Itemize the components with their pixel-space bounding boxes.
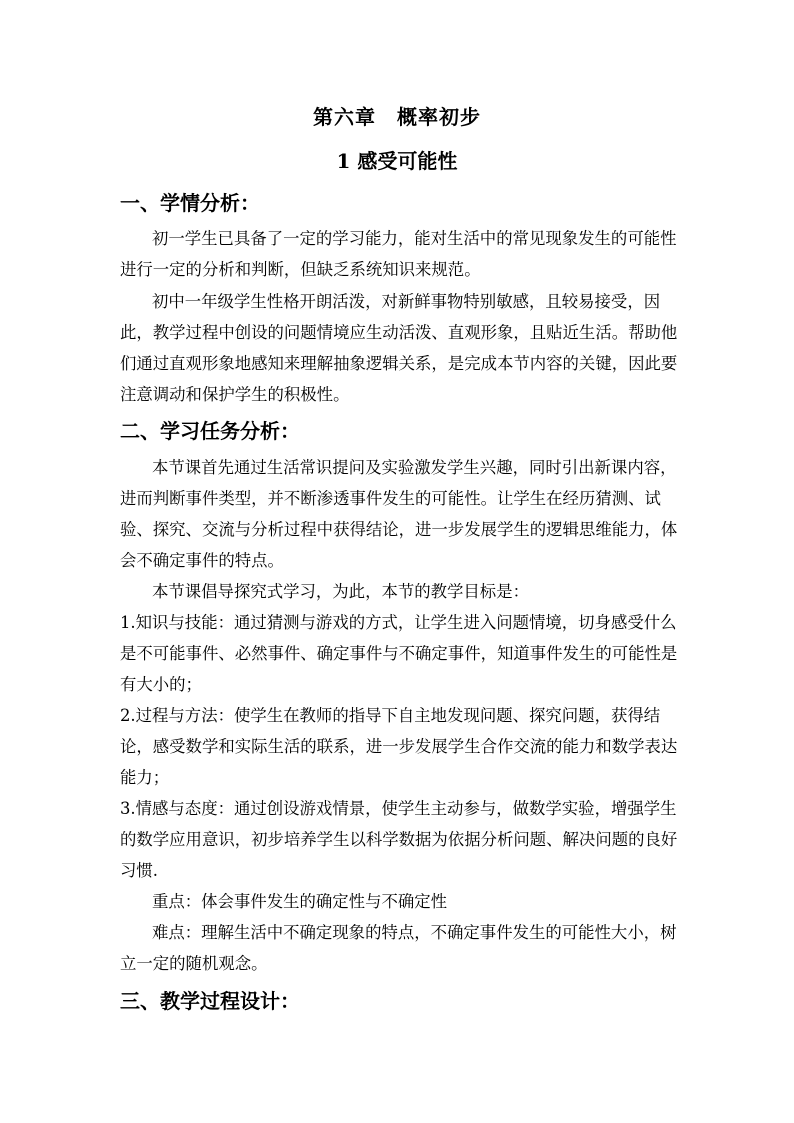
goal-line: 1.知识与技能：通过猜测与游戏的方式，让学生进入问题情境，切身感受什么 <box>120 613 677 632</box>
goal-line: 能力； <box>120 768 170 787</box>
goal-line: 3.情感与态度：通过创设游戏情景，使学生主动参与，做数学实验，增强学生 <box>120 799 677 818</box>
paragraph-line: 注意调动和保护学生的积极性。 <box>120 385 350 404</box>
paragraph-line: 进行一定的分析和判断，但缺乏系统知识来规范。 <box>120 260 481 279</box>
paragraph-line: 会不确定事件的特点。 <box>120 551 284 570</box>
goal-line: 是不可能事件、必然事件、确定事件与不确定事件，知道事件发生的可能性是 <box>120 644 678 663</box>
goal-line: 2.过程与方法：使学生在教师的指导下自主地发现问题、探究问题，获得结 <box>120 706 661 725</box>
difficulty-line: 立一定的随机观念。 <box>120 954 268 973</box>
section-heading-task: 二、学习任务分析： <box>120 419 300 443</box>
section-heading-process: 三、教学过程设计： <box>120 989 300 1013</box>
paragraph-line: 验、探究、交流与分析过程中获得结论，进一步发展学生的逻辑思维能力，体 <box>120 520 678 539</box>
paragraph-line: 初中一年级学生性格开朗活泼，对新鲜事物特别敏感，且较易接受，因 <box>152 292 661 311</box>
lesson-title: 1 感受可能性 <box>336 149 458 173</box>
paragraph-line: 此，教学过程中创设的问题情境应生动活泼、直观形象，且贴近生活。帮助他 <box>120 323 678 342</box>
goal-line: 有大小的； <box>120 675 202 694</box>
paragraph-line: 本节课倡导探究式学习，为此，本节的教学目标是： <box>152 582 529 601</box>
section-heading-analysis: 一、学情分析： <box>120 191 260 215</box>
goal-line: 论，感受数学和实际生活的联系，进一步发展学生合作交流的能力和数学表达 <box>120 737 678 756</box>
paragraph-line: 初一学生已具备了一定的学习能力，能对生活中的常见现象发生的可能性 <box>152 229 677 248</box>
goal-line: 习惯. <box>120 861 158 880</box>
chapter-title: 第六章 概率初步 <box>313 105 481 129</box>
paragraph-line: 进而判断事件类型，并不断渗透事件发生的可能性。让学生在经历猜测、试 <box>120 489 661 508</box>
key-point-line: 重点：体会事件发生的确定性与不确定性 <box>152 892 448 911</box>
paragraph-line: 们通过直观形象地感知来理解抽象逻辑关系，是完成本节内容的关键，因此要 <box>120 354 678 373</box>
difficulty-line: 难点：理解生活中不确定现象的特点，不确定事件发生的可能性大小，树 <box>152 923 677 942</box>
paragraph-line: 本节课首先通过生活常识提问及实验激发学生兴趣，同时引出新课内容， <box>152 458 677 477</box>
goal-line: 的数学应用意识，初步培养学生以科学数据为依据分析问题、解决问题的良好 <box>120 830 678 849</box>
